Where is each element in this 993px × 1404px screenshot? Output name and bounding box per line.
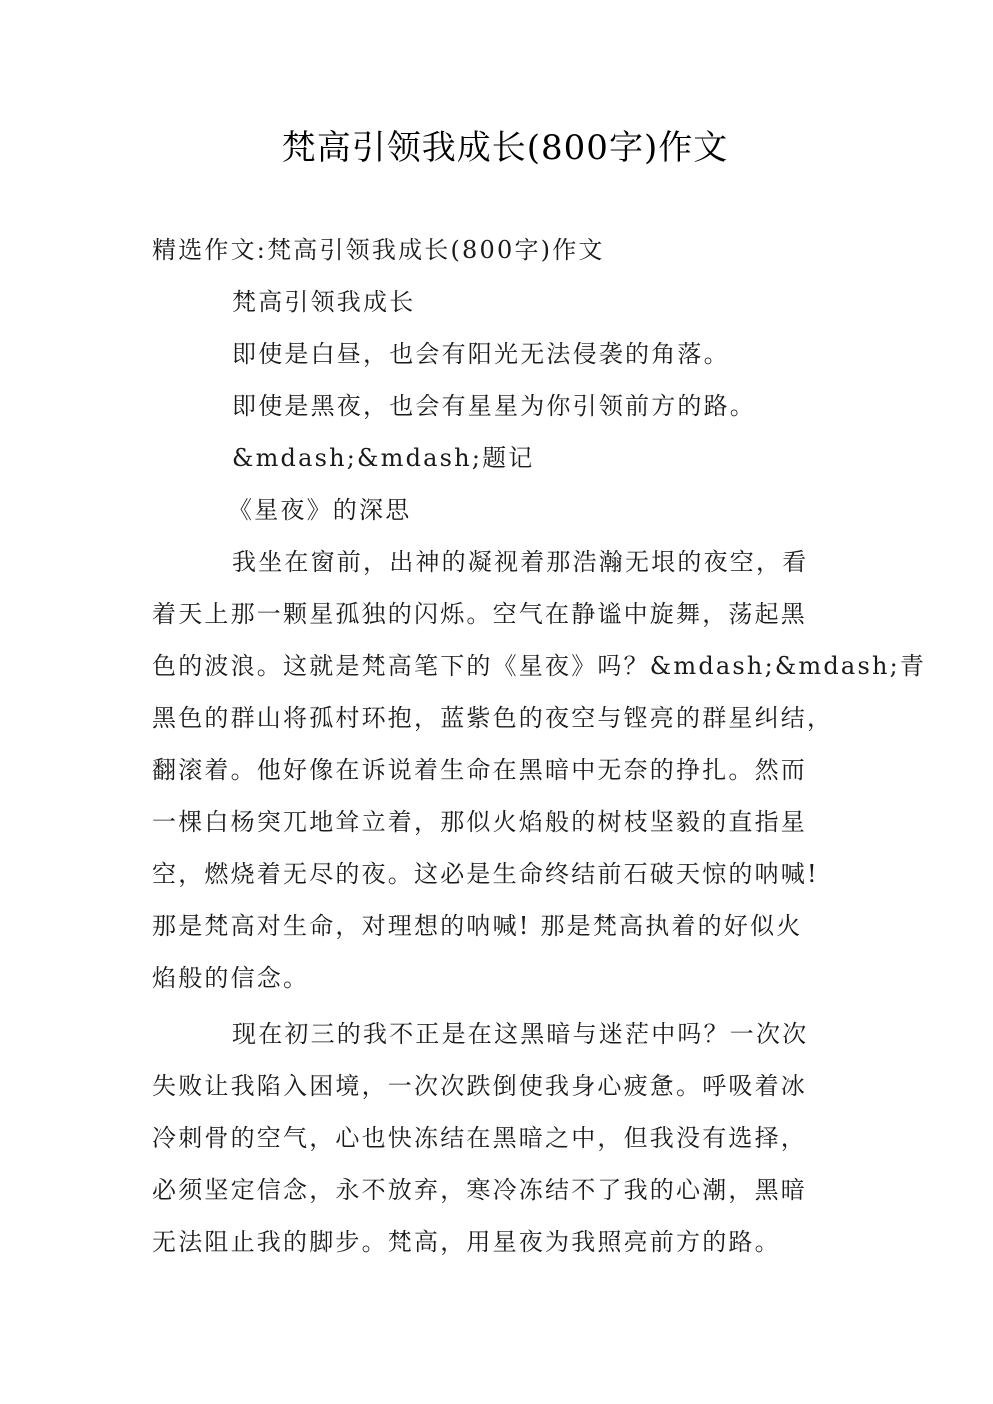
paragraph1-line: 焰般的信念。 bbox=[152, 964, 310, 992]
paragraph1-line: 一棵白杨突兀地耸立着，那似火焰般的树枝坚毅的直指星 bbox=[152, 808, 807, 836]
paragraph1-line: 我坐在窗前，出神的凝视着那浩瀚无垠的夜空，看 bbox=[232, 548, 809, 576]
section-heading: 《星夜》的深思 bbox=[228, 496, 412, 524]
paragraph1-line: 空，燃烧着无尽的夜。这必是生命终结前石破天惊的呐喊! bbox=[152, 860, 819, 888]
paragraph1-line: 翻滚着。他好像在诉说着生命在黑暗中无奈的挣扎。然而 bbox=[152, 756, 807, 784]
epigraph-line-1: 即使是白昼，也会有阳光无法侵袭的角落。 bbox=[232, 340, 730, 368]
paragraph2-line: 无法阻止我的脚步。梵高，用星夜为我照亮前方的路。 bbox=[152, 1228, 781, 1256]
epigraph-line-2: 即使是黑夜，也会有星星为你引领前方的路。 bbox=[232, 392, 756, 420]
paragraph1-line: 色的波浪。这就是梵高笔下的《星夜》吗？&mdash;&mdash;青 bbox=[152, 652, 927, 680]
paragraph2-line: 现在初三的我不正是在这黑暗与迷茫中吗？一次次 bbox=[232, 1020, 809, 1048]
essay-title: 梵高引领我成长 bbox=[232, 288, 416, 316]
paragraph1-line: 黑色的群山将孤村环抱，蓝紫色的夜空与铿亮的群星纠结， bbox=[152, 704, 834, 732]
paragraph2-line: 失败让我陷入困境，一次次跌倒使我身心疲惫。呼吸着冰 bbox=[152, 1072, 807, 1100]
intro-line: 精选作文:梵高引领我成长(800字)作文 bbox=[152, 236, 605, 264]
paragraph2-line: 必须坚定信念，永不放弃，寒冷冻结不了我的心潮，黑暗 bbox=[152, 1176, 807, 1204]
paragraph2-line: 冷刺骨的空气，心也快冻结在黑暗之中，但我没有选择， bbox=[152, 1124, 807, 1152]
paragraph1-line: 着天上那一颗星孤独的闪烁。空气在静谧中旋舞，荡起黑 bbox=[152, 600, 807, 628]
epigraph-attribution: &mdash;&mdash;题记 bbox=[232, 444, 535, 472]
paragraph1-line: 那是梵高对生命，对理想的呐喊! 那是梵高执着的好似火 bbox=[152, 912, 803, 940]
document-title: 梵高引领我成长(800字)作文 bbox=[281, 128, 729, 168]
